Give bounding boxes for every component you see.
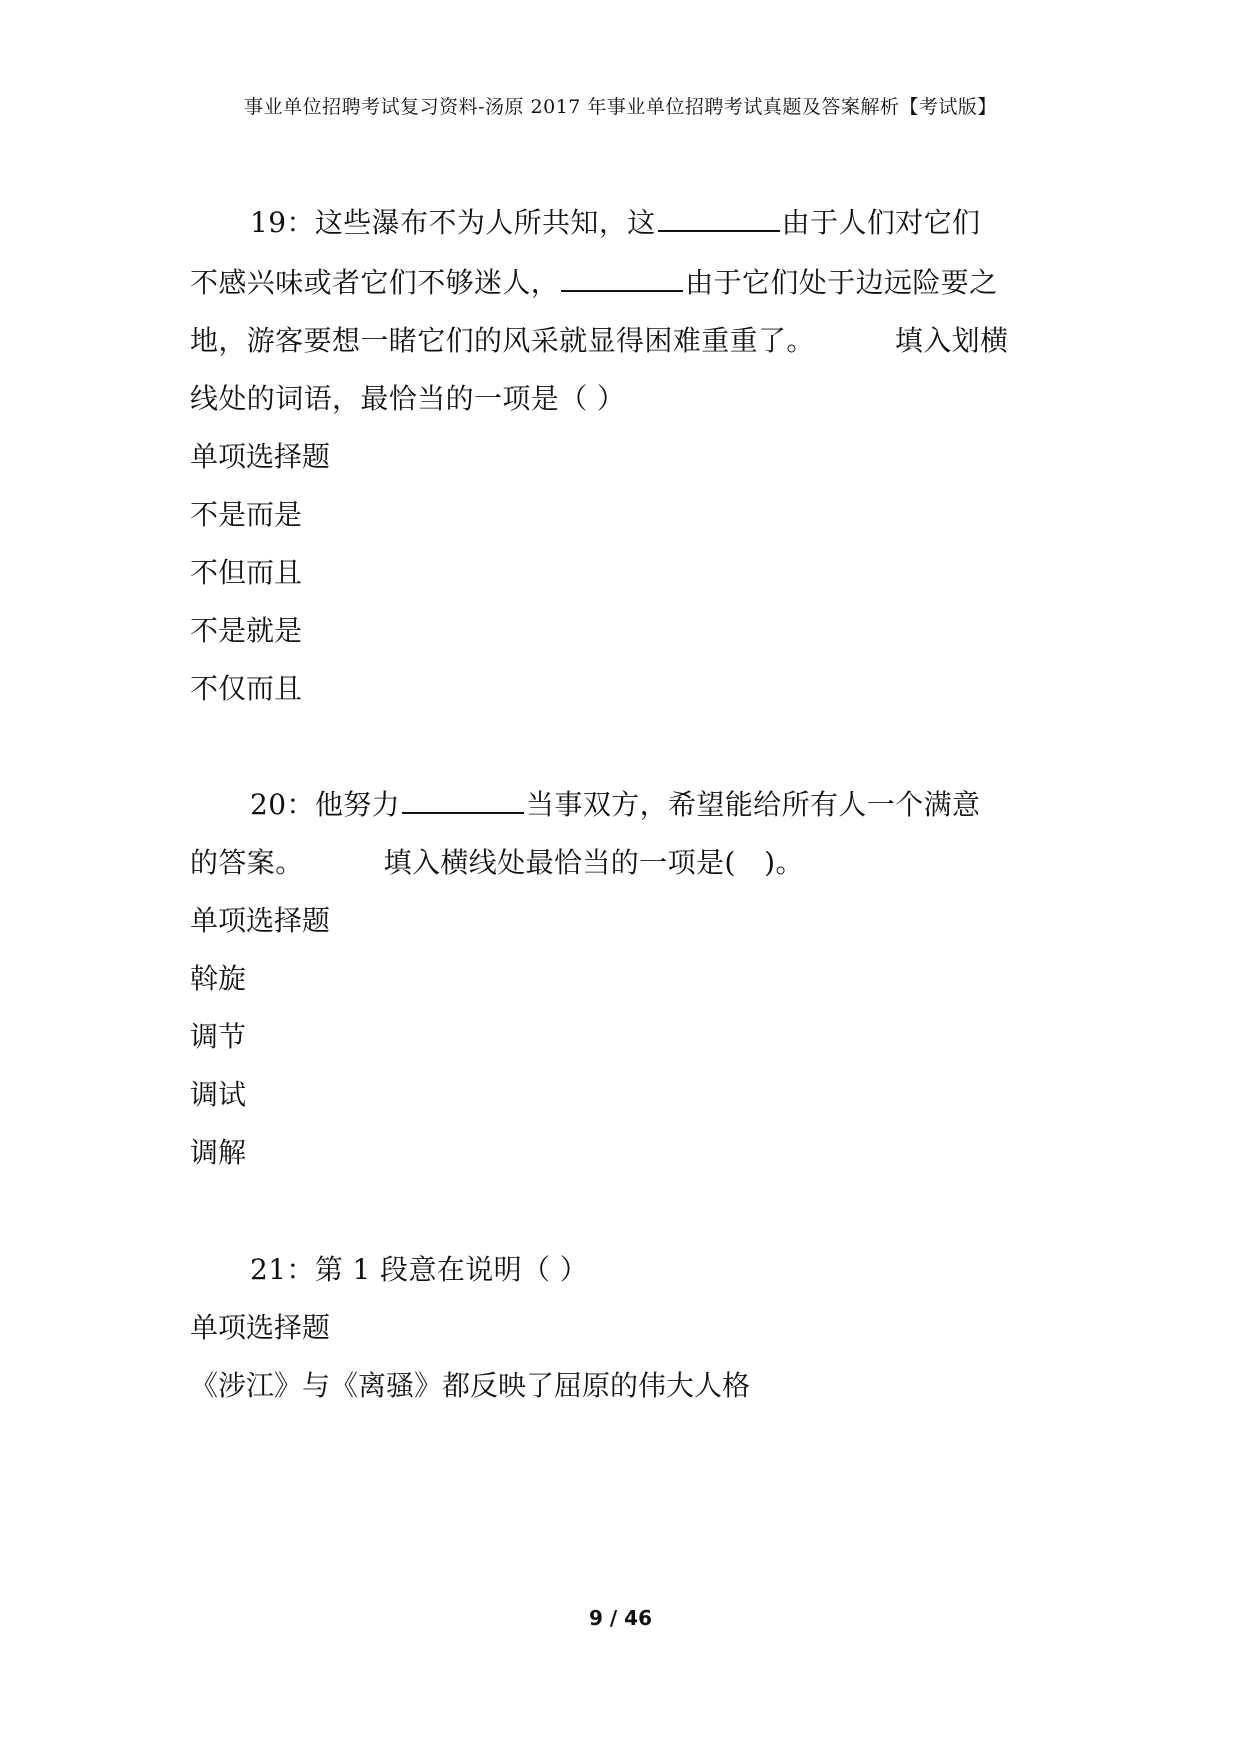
question-stem-line: 不感兴味或者它们不够迷人， 由于它们处于边远险要之 <box>190 266 998 299</box>
page-number: 9 / 46 <box>589 1606 652 1630</box>
option-text: 调节 <box>190 1020 247 1053</box>
question-stem-line: 20：他努力 当事双方，希望能给所有人一个满意 <box>250 788 981 821</box>
answer-blank <box>561 266 683 292</box>
question-type-label: 单项选择题 <box>190 440 331 473</box>
question-stem-line: 线处的词语，最恰当的一项是（ ） <box>190 382 626 415</box>
question-type-label: 单项选择题 <box>190 904 331 937</box>
option-text: 斡旋 <box>190 962 247 995</box>
question-stem-line: 地，游客要想一睹它们的风采就显得困难重重了。 填入划横 <box>190 324 1009 357</box>
option-text: 不仅而且 <box>190 672 303 705</box>
answer-blank <box>402 788 524 814</box>
question-stem-line: 19：这些瀑布不为人所共知，这 由于人们对它们 <box>250 206 981 239</box>
answer-blank <box>658 206 780 232</box>
question-stem-line: 的答案。 填入横线处最恰当的一项是( )。 <box>190 846 804 879</box>
option-text: 调解 <box>190 1136 247 1169</box>
option-text: 《涉江》与《离骚》都反映了屈原的伟大人格 <box>190 1369 751 1402</box>
option-text: 不是就是 <box>190 614 303 647</box>
page-header: 事业单位招聘考试复习资料-汤原 2017 年事业单位招聘考试真题及答案解析【考试版】 <box>244 96 997 118</box>
option-text: 不是而是 <box>190 498 303 531</box>
option-text: 不但而且 <box>190 556 303 589</box>
question-type-label: 单项选择题 <box>190 1311 331 1344</box>
question-stem-line: 21：第 1 段意在说明（ ） <box>250 1253 589 1286</box>
option-text: 调试 <box>190 1078 247 1111</box>
